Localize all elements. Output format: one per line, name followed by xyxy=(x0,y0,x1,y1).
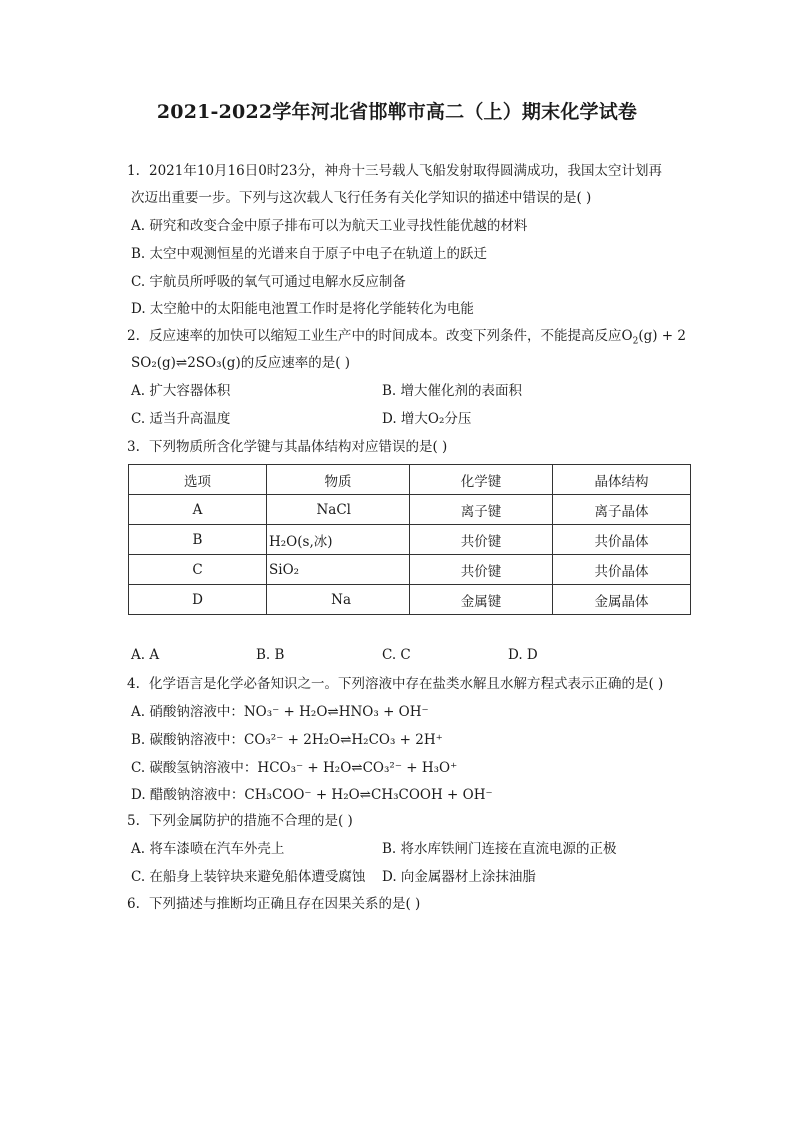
table-cell: 离子键 xyxy=(410,495,553,525)
question-text-cont: (g) + 2 xyxy=(638,328,686,344)
answer-3c: C. C xyxy=(382,647,411,663)
answer-3d: D. D xyxy=(508,647,538,663)
table-cell: 金属晶体 xyxy=(553,585,691,615)
option-4c: C. 碳酸氢钠溶液中：HCO₃⁻ + H₂O⇌CO₃²⁻ + H₃O⁺ xyxy=(131,760,458,776)
table-header: 物质 xyxy=(267,465,410,495)
table-header: 化学键 xyxy=(410,465,553,495)
table-cell: H₂O(s,冰) xyxy=(267,525,410,555)
table-cell: 共价键 xyxy=(410,525,553,555)
question-text: 下列金属防护的措施不合理的是( ) xyxy=(149,813,353,829)
question-number: 4. xyxy=(127,676,140,692)
question-2-line2: SO₂(g)⇌2SO₃(g)的反应速率的是( ) xyxy=(131,355,351,371)
question-3 xyxy=(127,437,447,457)
table-row xyxy=(129,585,691,615)
question-number: 6. xyxy=(127,896,140,912)
table-cell: Na xyxy=(267,585,410,615)
table-row xyxy=(129,525,691,555)
question-number: 5. xyxy=(127,813,140,829)
question-1-line2: 次迈出重要一步。下列与这次载人飞行任务有关化学知识的描述中错误的是( ) xyxy=(131,190,592,206)
question-text: 化学语言是化学必备知识之一。下列溶液中存在盐类水解且水解方程式表示正确的是( ) xyxy=(149,676,664,692)
table-cell: A xyxy=(129,495,267,525)
table-cell: D xyxy=(129,585,267,615)
option-2b: B. 增大催化剂的表面积 xyxy=(382,383,523,399)
table-header: 选项 xyxy=(129,465,267,495)
table-cell: B xyxy=(129,525,267,555)
question-number: 3. xyxy=(127,439,140,455)
answer-3a: A. A xyxy=(131,647,160,663)
option-2d: D. 增大O₂分压 xyxy=(382,411,472,427)
option-1a: A. 研究和改变合金中原子排布可以为航天工业寻找性能优越的材料 xyxy=(131,218,528,234)
option-4b: B. 碳酸钠溶液中：CO₃²⁻ + 2H₂O⇌H₂CO₃ + 2H⁺ xyxy=(131,732,443,748)
question-5 xyxy=(127,811,353,831)
option-2c: C. 适当升高温度 xyxy=(131,411,231,427)
answer-3b: B. B xyxy=(256,647,285,663)
table-row xyxy=(129,495,691,525)
table-cell: SiO₂ xyxy=(267,555,410,585)
table-cell: 离子晶体 xyxy=(553,495,691,525)
table-cell: C xyxy=(129,555,267,585)
subscript: 2 xyxy=(632,336,639,347)
question-1 xyxy=(127,161,662,181)
table-row xyxy=(129,555,691,585)
question-number: 2. xyxy=(127,328,140,344)
question-text: 下列描述与推断均正确且存在因果关系的是( ) xyxy=(149,896,421,912)
option-5d: D. 向金属器材上涂抹油脂 xyxy=(382,869,536,885)
table-cell: 共价晶体 xyxy=(553,555,691,585)
table-cell: NaCl xyxy=(267,495,410,525)
question-6 xyxy=(127,894,420,914)
question-4 xyxy=(127,674,663,694)
exam-title: 2021-2022学年河北省邯郸市高二（上）期末化学试卷 xyxy=(156,101,638,123)
table-header-row xyxy=(129,465,691,495)
option-4a: A. 硝酸钠溶液中：NO₃⁻ + H₂O⇌HNO₃ + OH⁻ xyxy=(131,704,429,720)
table-header: 晶体结构 xyxy=(553,465,691,495)
option-4d: D. 醋酸钠溶液中：CH₃COO⁻ + H₂O⇌CH₃COOH + OH⁻ xyxy=(131,787,493,803)
table-cell: 金属键 xyxy=(410,585,553,615)
question-number: 1. xyxy=(127,163,140,179)
question-2 xyxy=(127,326,686,346)
question-text: 2021年10月16日0时23分，神舟十三号载人飞船发射取得圆满成功，我国太空计划再 xyxy=(149,163,662,179)
question-text: 下列物质所含化学键与其晶体结构对应错误的是( ) xyxy=(149,439,448,455)
option-1d: D. 太空舱中的太阳能电池置工作时是将化学能转化为电能 xyxy=(131,301,474,317)
option-5a: A. 将车漆喷在汽车外壳上 xyxy=(131,841,285,857)
option-5b: B. 将水库铁闸门连接在直流电源的正极 xyxy=(382,841,617,857)
option-1c: C. 宇航员所呼吸的氧气可通过电解水反应制备 xyxy=(131,274,406,290)
option-5c: C. 在船身上装锌块来避免船体遭受腐蚀 xyxy=(131,869,366,885)
option-2a: A. 扩大容器体积 xyxy=(131,383,231,399)
option-1b: B. 太空中观测恒星的光谱来自于原子中电子在轨道上的跃迁 xyxy=(131,246,488,262)
table-cell: 共价键 xyxy=(410,555,553,585)
question-text: 反应速率的加快可以缩短工业生产中的时间成本。改变下列条件，不能提高反应O xyxy=(149,328,633,344)
table-cell: 共价晶体 xyxy=(553,525,691,555)
question-3-table xyxy=(128,464,691,615)
